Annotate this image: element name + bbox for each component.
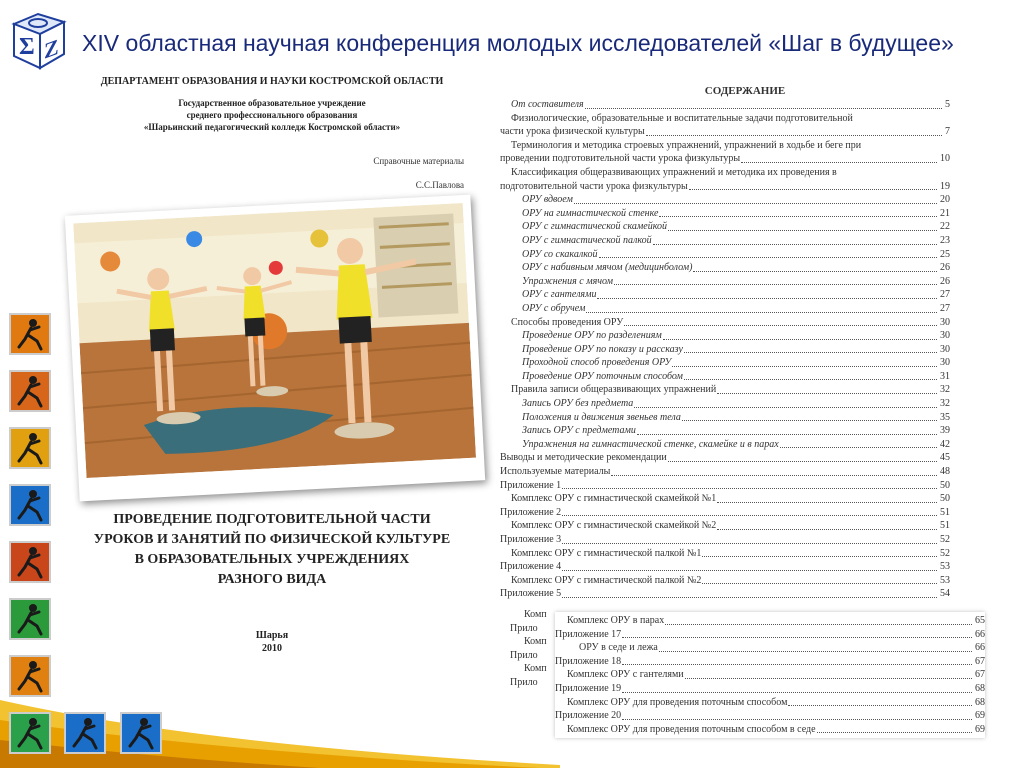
toc-entry-title: проведении подготовительной части урока физкультуры [500,153,741,165]
toc-entry-title: ОРУ с набивным мячом (медицинболом) [522,262,693,274]
toc-entry-title: Классификация общеразвивающих упражнений и методика их проведения в [511,166,837,178]
toc-entry-title: ОРУ с гимнастической скамейкой [522,221,667,233]
dot-leader [682,420,937,421]
toc-entry-title: Проведение ОРУ поточным способом [522,370,683,382]
toc-entry-title: ОРУ с гимнастической палкой [522,234,652,246]
bowling-icon [64,712,106,754]
toc-entry-title: ОРУ на гимнастической стенке [522,207,659,219]
hiker-icon [120,712,162,754]
toc-entry [500,547,950,561]
toc-entry-page: 53 [940,561,950,573]
toc-entry [500,220,950,234]
dot-leader [622,692,972,693]
toc-entry-title: Комплекс ОРУ с гимнастической палкой №2 [511,574,702,586]
dot-leader [634,407,937,408]
dot-leader [574,203,937,204]
toc-entry-page: 21 [940,207,950,219]
toc-entry-page: 69 [975,723,985,735]
toc-entry-title: ОРУ с обручем [522,302,586,314]
boxer-icon [9,655,51,697]
document-title-line: УРОКОВ И ЗАНЯТИЙ ПО ФИЗИЧЕСКОЙ КУЛЬТУРЕ [93,532,451,547]
conference-logo-icon [8,8,70,72]
toc-entry [555,655,985,669]
toc-entry [500,112,950,126]
toc-entry [500,343,950,357]
institution-line: среднего профессионального образования [186,110,358,120]
toc-entry [500,533,950,547]
toc-entry-page: 54 [940,588,950,600]
institution-line: «Шарьинский педагогический колледж Костромской области» [143,122,401,132]
dot-leader [668,230,937,231]
toc-entry-title: Проведение ОРУ по показу и рассказу [522,343,683,355]
dot-leader [659,216,937,217]
dot-leader [562,597,937,598]
dot-leader [689,189,937,190]
toc-entry [500,207,950,221]
children-exercise-photo [65,195,485,502]
toc-entry-page: 30 [940,330,950,342]
svg-text:Z: Z [44,34,59,64]
toc-entry-title: Приложение 19 [555,682,622,694]
toc-entry-title: Комплекс ОРУ с гимнастической палкой №1 [511,547,702,559]
toc-partial-entry: Комп [524,609,547,620]
toc-entry [500,397,950,411]
city-label: Шарья [255,630,289,641]
toc-entry [555,723,985,737]
toc-entry-page: 23 [940,234,950,246]
svg-text:Σ: Σ [19,34,35,60]
dot-leader [562,570,937,571]
table-tennis-icon [9,484,51,526]
toc-entry-title: подготовительной части урока физкультуры [500,180,688,192]
basketball-player-icon [9,370,51,412]
toc-entry [500,492,950,506]
toc-partial-entry: Прило [510,622,538,634]
dot-leader [597,298,937,299]
toc-entry-page: 22 [940,221,950,233]
toc-entry [555,641,985,655]
toc-partial-entry: Комп [524,636,547,648]
toc-entry [500,438,950,452]
toc-entry [500,125,950,139]
toc-partial-entry: Прило [510,649,538,661]
dot-leader [685,678,972,679]
toc-entry-page: 32 [940,398,950,410]
toc-entry [500,329,950,343]
toc-entry-title: Приложение 17 [555,628,622,640]
dot-leader [672,366,937,367]
dot-leader [668,461,937,462]
toc-entry-title: ОРУ в седе и лежа [579,642,658,654]
toc-entry-title: Комплекс ОРУ с гимнастической скамейкой №1 [511,493,717,505]
toc-entry [500,234,950,248]
toc-partial-entry: Прило [510,676,538,688]
toc-entry-title: ОРУ со скакалкой [522,248,598,260]
toc-entry [500,506,950,520]
toc-entry [500,451,950,465]
dot-leader [665,624,972,625]
dot-leader [622,664,972,665]
toc-entry [500,139,950,153]
runner-icon [9,598,51,640]
toc-entry-page: 10 [940,153,950,165]
dot-leader [599,257,937,258]
dot-leader [653,244,937,245]
page-title: XIV областная научная конференция молодых исследователей «Шаг в будущее» [82,30,954,56]
toc-entry-title: Приложение 18 [555,655,622,667]
dot-leader [562,488,937,489]
toc-entry-title: Приложение 20 [555,710,622,722]
toc-entry [555,696,985,710]
toc-entry [555,668,985,682]
dot-leader [659,651,972,652]
toc-entry-title: Способы проведения ОРУ [511,316,624,328]
toc-entry-page: 26 [940,262,950,274]
toc-entry-page: 53 [940,574,950,586]
toc-continuation-page [555,612,985,738]
dot-leader [741,162,937,163]
toc-entry-page: 7 [945,126,950,138]
toc-entry-page: 69 [975,710,985,722]
karate-kick-icon [9,541,51,583]
toc-entry-page: 31 [940,370,950,382]
toc-entry-title: Проведение ОРУ по разделениям [522,330,662,342]
toc-entry-title: Упражнения на гимнастической стенке, скамейке и в парах [522,438,779,450]
toc-entry-page: 26 [940,275,950,287]
year-label: 2010 [262,643,282,654]
toc-heading: СОДЕРЖАНИЕ [704,85,786,97]
toc-entry-title: Физиологические, образовательные и воспитательные задачи подготовительной [511,112,853,124]
toc-entry-page: 25 [940,248,950,260]
toc-entry-page: 30 [940,357,950,369]
toc-entry-page: 42 [940,438,950,450]
toc-entry-title: Приложение 1 [500,479,562,491]
document-title-line: ПРОВЕДЕНИЕ ПОДГОТОВИТЕЛЬНОЙ ЧАСТИ [113,512,431,527]
toc-entry [500,574,950,588]
toc-entry [500,356,950,370]
toc-entry [500,316,950,330]
dot-leader [637,434,937,435]
toc-entry [500,560,950,574]
toc-entry-page: 51 [940,506,950,518]
toc-entry-page: 50 [940,493,950,505]
dot-leader [562,543,937,544]
toc-entry [500,465,950,479]
toc-entry [500,275,950,289]
toc-entry-title: ОРУ вдвоем [522,194,573,206]
toc-entry [500,288,950,302]
institution-line: Государственное образовательное учреждение [178,98,366,108]
toc-entry [555,628,985,642]
toc-entry [500,411,950,425]
toc-entry [555,709,985,723]
toc-entry [500,302,950,316]
soccer-player-icon [9,313,51,355]
toc-entry [500,370,950,384]
toc-entry-title: Комплекс ОРУ для проведения поточным способом в седе [567,723,816,735]
toc-entry-title: Приложение 3 [500,534,562,545]
toc-entry-title: Комплекс ОРУ в парах [567,615,665,626]
dot-leader [817,732,972,733]
toc-entry-page: 32 [940,384,950,396]
toc-entry-title: Упражнения с мячом [522,275,614,287]
table-of-contents [500,84,950,601]
toc-entry-page: 5 [945,99,950,110]
toc-entry-page: 30 [940,316,950,328]
toc-list [555,614,985,736]
tennis-player-icon [9,712,51,754]
reference-label: Справочные материалы [373,156,464,166]
document-title-line: РАЗНОГО ВИДА [217,572,327,587]
dot-leader [586,312,937,313]
toc-entry-title: Проходной способ проведения ОРУ [522,357,672,369]
toc-entry-page: 30 [940,343,950,355]
toc-entry [555,682,985,696]
toc-entry-page: 45 [940,452,950,464]
toc-entry-page: 19 [940,180,950,192]
dot-leader [562,515,937,516]
department-line: ДЕПАРТАМЕНТ ОБРАЗОВАНИЯ И НАУКИ КОСТРОМСКОЙ ОБЛАСТИ [100,76,444,87]
document-title-line: В ОБРАЗОВАТЕЛЬНЫХ УЧРЕЖДЕНИЯХ [134,552,410,567]
dot-leader [780,447,937,448]
toc-list [500,98,950,601]
toc-entry-title: Комплекс ОРУ с гантелями [567,669,684,681]
dot-leader [622,637,972,638]
toc-entry [500,587,950,601]
toc-entry-page: 68 [975,696,985,708]
dot-leader [611,475,937,476]
toc-entry-title: От составителя [511,99,584,110]
dot-leader [646,135,942,136]
dot-leader [788,705,972,706]
dot-leader [702,556,937,557]
toc-entry-page: 27 [940,302,950,314]
toc-entry-title: Комплекс ОРУ для проведения поточным способом [567,696,788,708]
dot-leader [684,379,937,380]
toc-entry-page: 39 [940,425,950,437]
toc-entry [500,383,950,397]
toc-entry-page: 68 [975,682,985,694]
toc-entry-page: 51 [940,520,950,532]
dot-leader [717,502,937,503]
toc-entry [500,180,950,194]
author-name: С.С.Павлова [415,180,464,190]
dot-leader [622,719,972,720]
toc-entry-title: Запись ОРУ с предметами [522,425,636,437]
toc-entry-page: 50 [940,479,950,491]
dot-leader [693,271,937,272]
toc-entry [500,519,950,533]
toc-entry-title: Используемые материалы [500,466,611,478]
toc-entry [500,261,950,275]
toc-entry-title: Положения и движения звеньев тела [522,411,681,423]
dot-leader [684,352,937,353]
toc-entry-title: Приложение 4 [500,561,562,573]
toc-entry-title: Комплекс ОРУ с гимнастической скамейкой №2 [511,520,717,532]
toc-entry-page: 52 [940,547,950,559]
dot-leader [614,284,937,285]
toc-entry [555,614,985,628]
toc-entry-page: 66 [975,642,985,654]
toc-entry-page: 27 [940,289,950,301]
toc-entry-title: ОРУ с гантелями [522,289,597,301]
dot-leader [624,325,937,326]
toc-partial-entry: Комп [524,663,547,675]
toc-entry [500,248,950,262]
dot-leader [717,393,937,394]
toc-entry-title: части урока физической культуры [500,126,645,138]
toc-entry-title: Правила записи общеразвивающих упражнений [511,384,717,396]
toc-entry-page: 35 [940,411,950,423]
toc-entry-title: Запись ОРУ без предмета [522,398,634,410]
toc-entry-page: 67 [975,655,985,667]
toc-entry-title: Терминология и методика строевых упражнений, упражнений в ходьбе и беге при [511,139,862,151]
dot-leader [702,583,937,584]
gymnast-icon [9,427,51,469]
toc-entry-page: 20 [940,194,950,206]
dot-leader [717,529,937,530]
toc-entry-title: Приложение 5 [500,588,562,600]
dot-leader [663,339,937,340]
toc-entry [500,152,950,166]
toc-entry-page: 66 [975,628,985,640]
toc-entry [500,424,950,438]
toc-entry-page: 52 [940,534,950,545]
toc-entry-title: Приложение 2 [500,506,562,518]
toc-entry-page: 65 [975,615,985,626]
toc-entry [500,193,950,207]
toc-entry-page: 48 [940,466,950,478]
toc-entry [500,166,950,180]
toc-entry [500,479,950,493]
toc-entry-page: 67 [975,669,985,681]
dot-leader [585,108,942,109]
toc-entry [500,98,950,112]
toc-entry-title: Выводы и методические рекомендации [500,452,667,464]
